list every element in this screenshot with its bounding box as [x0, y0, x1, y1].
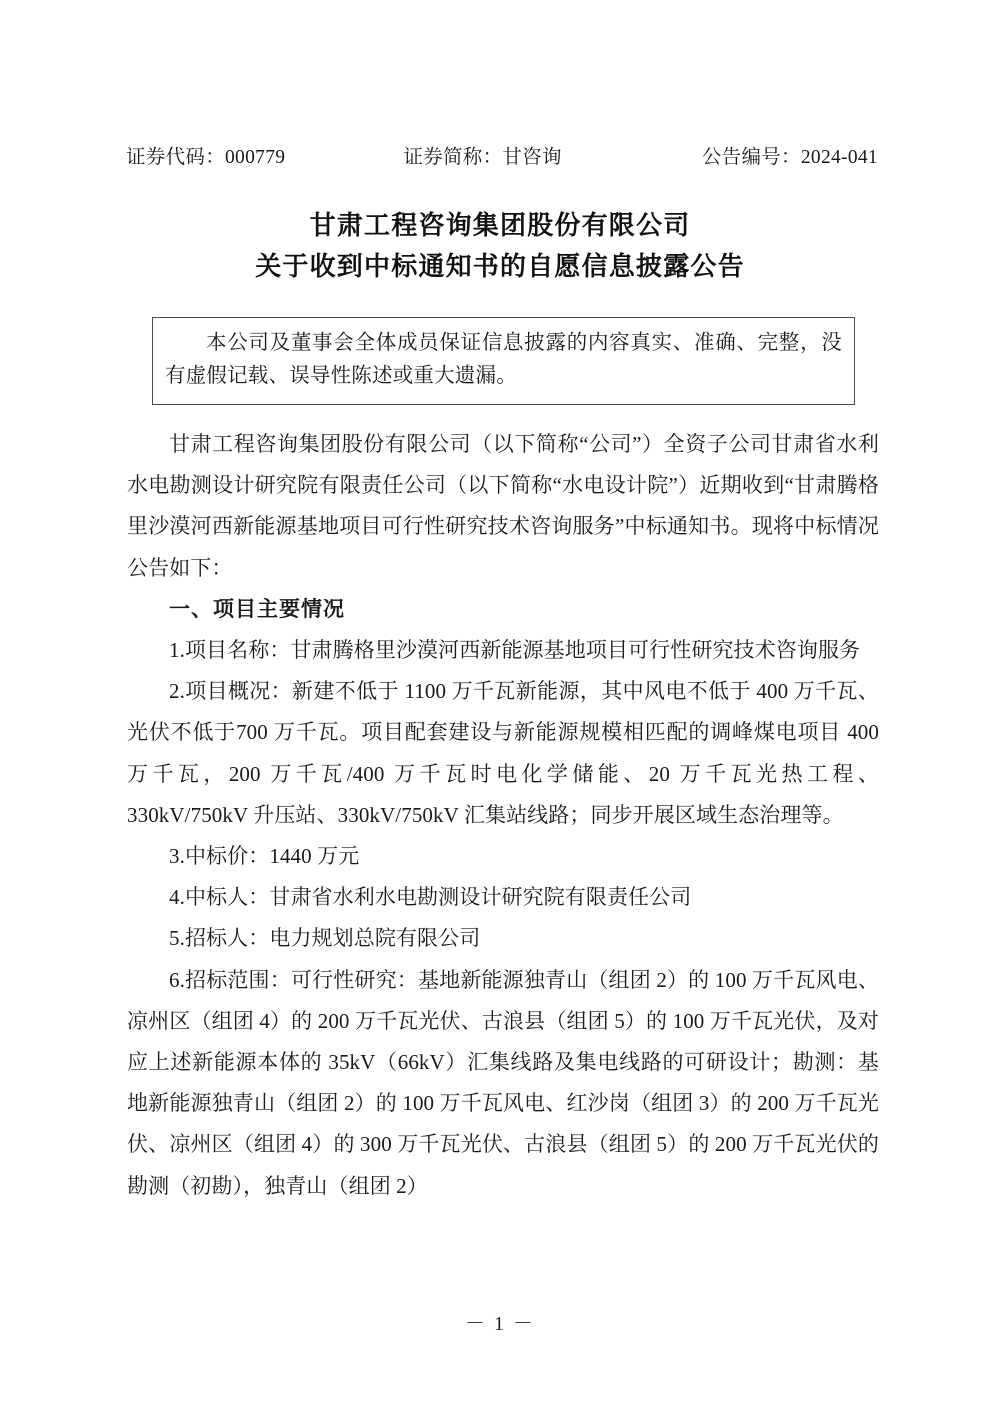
disclaimer-text: 本公司及董事会全体成员保证信息披露的内容真实、准确、完整，没有虚假记载、误导性陈述或重大遗漏。 — [165, 332, 842, 387]
title-line-company: 甘肃工程咨询集团股份有限公司 — [309, 211, 691, 240]
paragraph-bid-winner: 4.中标人：甘肃省水利水电勘测设计研究院有限责任公司 — [169, 885, 692, 910]
document-body — [127, 424, 879, 1207]
document-title — [0, 205, 1000, 287]
security-code: 证券代码：000779 — [126, 147, 286, 168]
announcement-number: 公告编号：2024-041 — [701, 147, 878, 168]
paragraph-intro: 甘肃工程咨询集团股份有限公司（以下简称“公司”）全资子公司甘肃省水利水电勘测设计研究院有限责任公司（以下简称“水电设计院”）近期收到“甘肃腾格里沙漠河西新能源基地项目可行性研究技术咨询服务”中标通知书。现将中标情况公告如下： — [127, 432, 879, 580]
disclaimer-box — [152, 317, 855, 405]
paragraph-project-name: 1.项目名称：甘肃腾格里沙漠河西新能源基地项目可行性研究技术咨询服务 — [169, 638, 861, 663]
paragraph-project-summary: 2.项目概况：新建不低于 1100 万千瓦新能源，其中风电不低于 400 万千瓦、光伏不低于700 万千瓦。项目配套建设与新能源规模相匹配的调峰煤电项目 400 万千瓦，200 万千瓦/400 万千瓦时电化学储能、20 万千瓦光热工程、330kV/750kV 升压站、330kV/750kV 汇集站线路；同步开展区域生态治理等。 — [127, 679, 879, 827]
paragraph-bid-price: 3.中标价：1440 万元 — [169, 844, 360, 869]
document-header-row — [126, 141, 878, 169]
paragraph-bid-inviter: 5.招标人：电力规划总院有限公司 — [169, 926, 481, 951]
title-line-subject: 关于收到中标通知书的自愿信息披露公告 — [255, 252, 745, 281]
paragraph-bid-scope: 6.招标范围：可行性研究：基地新能源独青山（组团 2）的 100 万千瓦风电、凉州区（组团 4）的 200 万千瓦光伏、古浪县（组团 5）的 100 万千瓦光伏，及对应上述新能源本体的 35kV（66kV）汇集线路及集电线路的可研设计；勘测：基地新能源独青山（组团 2）的 100 万千瓦风电、红沙岗（组团 3）的 200 万千瓦光伏、凉州区（组团 4）的 300 万千瓦光伏、古浪县（组团 5）的 200 万千瓦光伏的勘测（初勘），独青山（组团 2） — [127, 967, 879, 1198]
security-short-name: 证券简称：甘咨询 — [403, 147, 562, 168]
page-number-footer: － 1 － — [465, 1313, 535, 1335]
section-heading-project-overview: 一、项目主要情况 — [169, 596, 345, 621]
